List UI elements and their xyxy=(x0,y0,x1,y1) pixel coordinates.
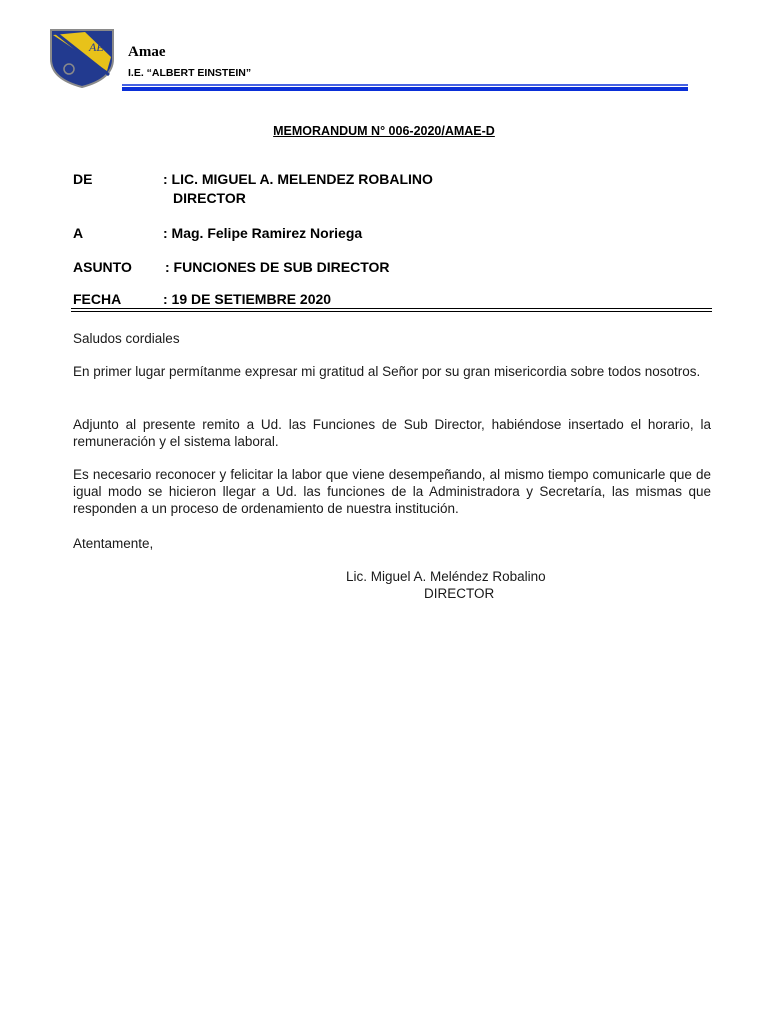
school-shield-logo xyxy=(49,27,115,88)
signature-name: Lic. Miguel A. Meléndez Robalino xyxy=(346,569,546,584)
subject-value: : FUNCIONES DE SUB DIRECTOR xyxy=(165,259,390,275)
to-value: : Mag. Felipe Ramirez Noriega xyxy=(163,225,363,241)
to-label: A xyxy=(73,225,84,241)
from-value: : LIC. MIGUEL A. MELENDEZ ROBALINO xyxy=(163,171,433,187)
signature-title: DIRECTOR xyxy=(424,586,495,601)
organization-name: Amae xyxy=(128,44,166,60)
closing: Atentamente, xyxy=(73,536,154,551)
school-name: I.E. “ALBERT EINSTEIN” xyxy=(128,67,252,79)
header-separator-rule xyxy=(71,308,712,312)
logo-initials: AE xyxy=(89,40,104,54)
date-label: FECHA xyxy=(73,291,122,307)
subject-label: ASUNTO xyxy=(73,259,132,275)
memo-title: MEMORANDUM N° 006-2020/AMAE-D xyxy=(273,124,495,138)
paragraph-gratitude: En primer lugar permítanme expresar mi gratitud al Señor por su gran misericordia sobre todos nosotros. xyxy=(73,364,701,379)
paragraph-attachment: Adjunto al presente remito a Ud. las Funciones de Sub Director, habiéndose insertado el horario, la remuneración y el sistema laboral. xyxy=(73,417,711,449)
paragraph-recognition: Es necesario reconocer y felicitar la labor que viene desempeñando, al mismo tiempo comunicarle que de igual modo se hicieron llegar a Ud. las funciones de la Administradora y Secretaría, las mismas que responden a un proceso de ordenamiento de nuestra institución. xyxy=(73,467,711,516)
greeting: Saludos cordiales xyxy=(73,331,180,346)
header-blue-rule xyxy=(122,84,688,92)
date-value: : 19 DE SETIEMBRE 2020 xyxy=(163,291,332,307)
from-label: DE xyxy=(73,171,93,187)
from-role: DIRECTOR xyxy=(173,190,246,206)
